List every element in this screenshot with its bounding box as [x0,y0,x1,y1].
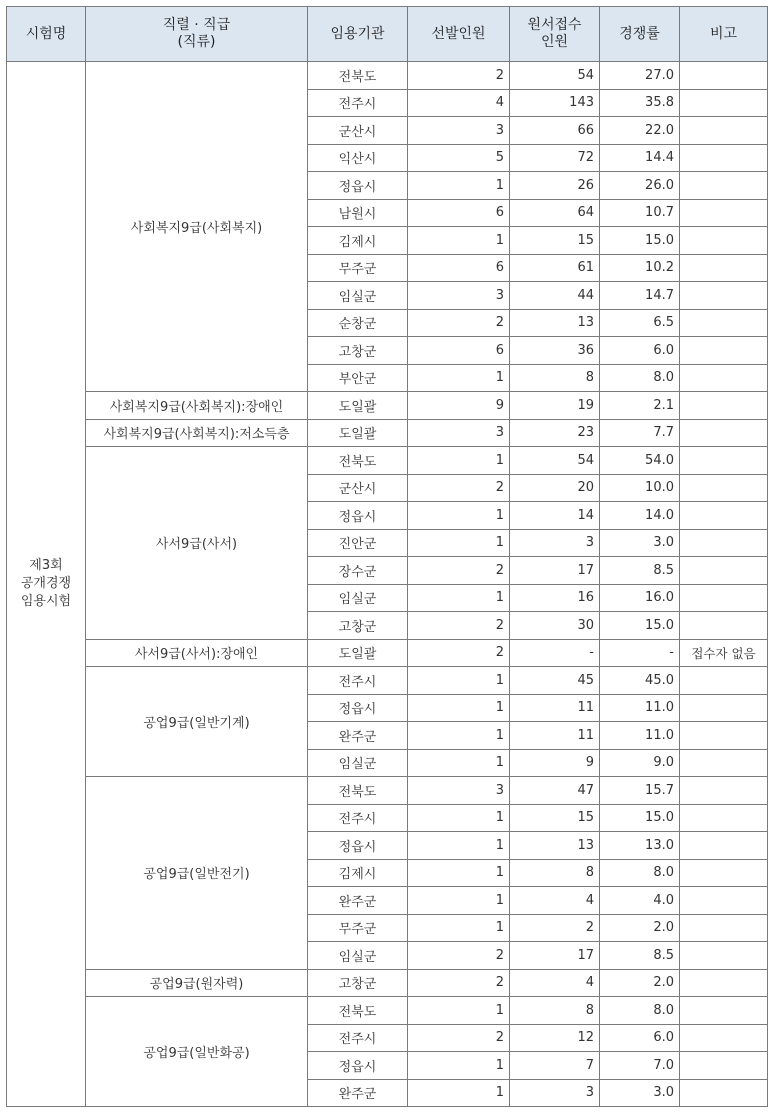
selected-count-cell: 6 [408,254,510,282]
note-cell [680,89,768,117]
note-cell [680,117,768,145]
agency-cell: 정읍시 [308,1052,408,1080]
position-cell: 사서9급(사서):장애인 [86,639,308,667]
agency-cell: 김제시 [308,859,408,887]
agency-cell: 임실군 [308,282,408,310]
note-cell [680,777,768,805]
applicants-count-cell: 8 [510,859,600,887]
note-cell [680,529,768,557]
note-cell [680,914,768,942]
applicants-count-cell: 13 [510,309,600,337]
note-cell: 접수자 없음 [680,639,768,667]
note-cell [680,722,768,750]
agency-cell: 전주시 [308,804,408,832]
note-cell [680,942,768,970]
applicants-count-cell: 4 [510,887,600,915]
position-cell: 사회복지9급(사회복지) [86,62,308,392]
selected-count-cell: 1 [408,447,510,475]
selected-count-cell: 1 [408,832,510,860]
applicants-count-cell: 30 [510,612,600,640]
note-cell [680,392,768,420]
agency-cell: 장수군 [308,557,408,585]
selected-count-cell: 1 [408,887,510,915]
agency-cell: 익산시 [308,144,408,172]
selected-count-cell: 2 [408,1024,510,1052]
note-cell [680,474,768,502]
selected-count-cell: 2 [408,969,510,997]
note-cell [680,447,768,475]
selected-count-cell: 1 [408,502,510,530]
note-cell [680,804,768,832]
competition-rate-cell: 3.0 [600,1079,680,1107]
applicants-count-cell: 16 [510,584,600,612]
applicants-count-cell: 7 [510,1052,600,1080]
note-cell [680,502,768,530]
note-cell [680,172,768,200]
applicants-count-cell: 11 [510,722,600,750]
competition-rate-cell: 26.0 [600,172,680,200]
agency-cell: 순창군 [308,309,408,337]
selected-count-cell: 6 [408,337,510,365]
selected-count-cell: 2 [408,639,510,667]
selected-count-cell: 5 [408,144,510,172]
competition-rate-cell: 2.1 [600,392,680,420]
selected-count-cell: 1 [408,694,510,722]
header-exam-name: 시험명 [7,7,86,62]
selected-count-cell: 1 [408,1052,510,1080]
competition-rate-cell: 4.0 [600,887,680,915]
selected-count-cell: 1 [408,529,510,557]
agency-cell: 전북도 [308,62,408,90]
applicants-count-cell: 45 [510,667,600,695]
agency-cell: 완주군 [308,887,408,915]
note-cell [680,969,768,997]
header-applicants: 원서접수 인원 [510,7,600,62]
applicants-count-cell: 13 [510,832,600,860]
competition-rate-cell: 15.0 [600,804,680,832]
position-cell: 사회복지9급(사회복지):장애인 [86,392,308,420]
agency-cell: 도일괄 [308,392,408,420]
position-cell: 사서9급(사서) [86,447,308,640]
note-cell [680,832,768,860]
header-note: 비고 [680,7,768,62]
selected-count-cell: 6 [408,199,510,227]
position-cell: 사회복지9급(사회복지):저소득층 [86,419,308,447]
position-cell: 공업9급(일반기계) [86,667,308,777]
agency-cell: 정읍시 [308,832,408,860]
table-row [7,62,768,90]
competition-rate-cell: 54.0 [600,447,680,475]
agency-cell: 고창군 [308,612,408,640]
applicants-count-cell: 3 [510,1079,600,1107]
competition-rate-cell: 13.0 [600,832,680,860]
competition-rate-cell: 15.0 [600,227,680,255]
note-cell [680,254,768,282]
header-selected: 선발인원 [408,7,510,62]
table-row [7,419,768,447]
competition-rate-cell: 7.7 [600,419,680,447]
note-cell [680,887,768,915]
selected-count-cell: 3 [408,419,510,447]
selected-count-cell: 1 [408,722,510,750]
competition-rate-cell: 3.0 [600,529,680,557]
selected-count-cell: 1 [408,667,510,695]
competition-rate-cell: 15.0 [600,612,680,640]
competition-rate-cell: 8.0 [600,364,680,392]
competition-rate-cell: 8.5 [600,942,680,970]
competition-rate-cell: 11.0 [600,722,680,750]
position-cell: 공업9급(일반전기) [86,777,308,970]
note-cell [680,859,768,887]
selected-count-cell: 2 [408,309,510,337]
note-cell [680,1052,768,1080]
agency-cell: 임실군 [308,942,408,970]
applicants-count-cell: 20 [510,474,600,502]
competition-rate-cell: - [600,639,680,667]
applicants-count-cell: 61 [510,254,600,282]
header-rate: 경쟁률 [600,7,680,62]
competition-rate-cell: 2.0 [600,914,680,942]
agency-cell: 부안군 [308,364,408,392]
applicants-count-cell: 3 [510,529,600,557]
header-agency: 임용기관 [308,7,408,62]
note-cell [680,694,768,722]
applicants-count-cell: 54 [510,447,600,475]
applicants-count-cell: 8 [510,364,600,392]
competition-rate-cell: 27.0 [600,62,680,90]
selected-count-cell: 1 [408,859,510,887]
applicants-count-cell: 47 [510,777,600,805]
competition-rate-cell: 11.0 [600,694,680,722]
applicants-count-cell: 15 [510,227,600,255]
selected-count-cell: 9 [408,392,510,420]
applicants-count-cell: 11 [510,694,600,722]
note-cell [680,1024,768,1052]
agency-cell: 완주군 [308,722,408,750]
agency-cell: 전북도 [308,997,408,1025]
competition-rate-cell: 16.0 [600,584,680,612]
applicants-count-cell: 23 [510,419,600,447]
competition-rate-cell: 10.7 [600,199,680,227]
agency-cell: 도일괄 [308,639,408,667]
applicants-count-cell: 36 [510,337,600,365]
applicants-count-cell: 19 [510,392,600,420]
table-row [7,667,768,695]
note-cell [680,584,768,612]
selected-count-cell: 1 [408,172,510,200]
agency-cell: 전북도 [308,777,408,805]
applicants-count-cell: 15 [510,804,600,832]
applicants-count-cell: 64 [510,199,600,227]
agency-cell: 무주군 [308,914,408,942]
agency-cell: 고창군 [308,337,408,365]
note-cell [680,309,768,337]
note-cell [680,749,768,777]
applicants-count-cell: 26 [510,172,600,200]
note-cell [680,364,768,392]
note-cell [680,144,768,172]
selected-count-cell: 2 [408,62,510,90]
note-cell [680,227,768,255]
note-cell [680,337,768,365]
note-cell [680,1079,768,1107]
agency-cell: 정읍시 [308,172,408,200]
header-row [7,7,768,62]
applicants-count-cell: 14 [510,502,600,530]
selected-count-cell: 1 [408,584,510,612]
table-row [7,997,768,1025]
note-cell [680,997,768,1025]
selected-count-cell: 3 [408,777,510,805]
selected-count-cell: 2 [408,474,510,502]
agency-cell: 도일괄 [308,419,408,447]
competition-rate-cell: 6.0 [600,337,680,365]
table-header [7,7,768,62]
selected-count-cell: 1 [408,914,510,942]
selected-count-cell: 1 [408,804,510,832]
note-cell [680,62,768,90]
agency-cell: 전주시 [308,1024,408,1052]
table-row [7,777,768,805]
agency-cell: 임실군 [308,584,408,612]
table-row [7,447,768,475]
competition-rate-cell: 2.0 [600,969,680,997]
note-cell [680,667,768,695]
competition-rate-cell: 22.0 [600,117,680,145]
agency-cell: 정읍시 [308,694,408,722]
exam-name-cell: 제3회 공개경쟁 임용시험 [7,62,86,1107]
competition-rate-cell: 14.7 [600,282,680,310]
applicants-count-cell: 17 [510,942,600,970]
agency-cell: 전북도 [308,447,408,475]
competition-rate-cell: 8.0 [600,997,680,1025]
agency-cell: 군산시 [308,117,408,145]
agency-cell: 전주시 [308,89,408,117]
competition-rate-cell: 7.0 [600,1052,680,1080]
applicants-count-cell: - [510,639,600,667]
agency-cell: 정읍시 [308,502,408,530]
agency-cell: 무주군 [308,254,408,282]
table-row [7,639,768,667]
applicants-count-cell: 9 [510,749,600,777]
selected-count-cell: 2 [408,942,510,970]
applicants-count-cell: 44 [510,282,600,310]
agency-cell: 진안군 [308,529,408,557]
selected-count-cell: 2 [408,612,510,640]
selected-count-cell: 3 [408,117,510,145]
applicants-count-cell: 12 [510,1024,600,1052]
applicants-count-cell: 8 [510,997,600,1025]
selected-count-cell: 1 [408,364,510,392]
position-cell: 공업9급(일반화공) [86,997,308,1107]
competition-rate-cell: 14.4 [600,144,680,172]
agency-cell: 고창군 [308,969,408,997]
agency-cell: 임실군 [308,749,408,777]
note-cell [680,419,768,447]
competition-rate-cell: 35.8 [600,89,680,117]
competition-rate-cell: 14.0 [600,502,680,530]
table-row [7,969,768,997]
competition-rate-cell: 6.5 [600,309,680,337]
agency-cell: 완주군 [308,1079,408,1107]
applicants-count-cell: 17 [510,557,600,585]
competition-rate-cell: 8.5 [600,557,680,585]
applicants-count-cell: 143 [510,89,600,117]
competition-rate-cell: 8.0 [600,859,680,887]
agency-cell: 김제시 [308,227,408,255]
applicants-count-cell: 2 [510,914,600,942]
note-cell [680,199,768,227]
note-cell [680,557,768,585]
competition-rate-cell: 6.0 [600,1024,680,1052]
selected-count-cell: 1 [408,227,510,255]
table-body [7,62,768,1107]
selected-count-cell: 3 [408,282,510,310]
competition-rate-cell: 10.0 [600,474,680,502]
table-row [7,392,768,420]
selected-count-cell: 1 [408,749,510,777]
note-cell [680,612,768,640]
recruitment-table [6,6,768,1107]
selected-count-cell: 1 [408,997,510,1025]
agency-cell: 남원시 [308,199,408,227]
header-position: 직렬 · 직급 (직류) [86,7,308,62]
applicants-count-cell: 72 [510,144,600,172]
selected-count-cell: 1 [408,1079,510,1107]
applicants-count-cell: 4 [510,969,600,997]
competition-rate-cell: 15.7 [600,777,680,805]
competition-rate-cell: 10.2 [600,254,680,282]
position-cell: 공업9급(원자력) [86,969,308,997]
competition-rate-cell: 9.0 [600,749,680,777]
selected-count-cell: 4 [408,89,510,117]
agency-cell: 전주시 [308,667,408,695]
applicants-count-cell: 66 [510,117,600,145]
applicants-count-cell: 54 [510,62,600,90]
agency-cell: 군산시 [308,474,408,502]
selected-count-cell: 2 [408,557,510,585]
note-cell [680,282,768,310]
competition-rate-cell: 45.0 [600,667,680,695]
